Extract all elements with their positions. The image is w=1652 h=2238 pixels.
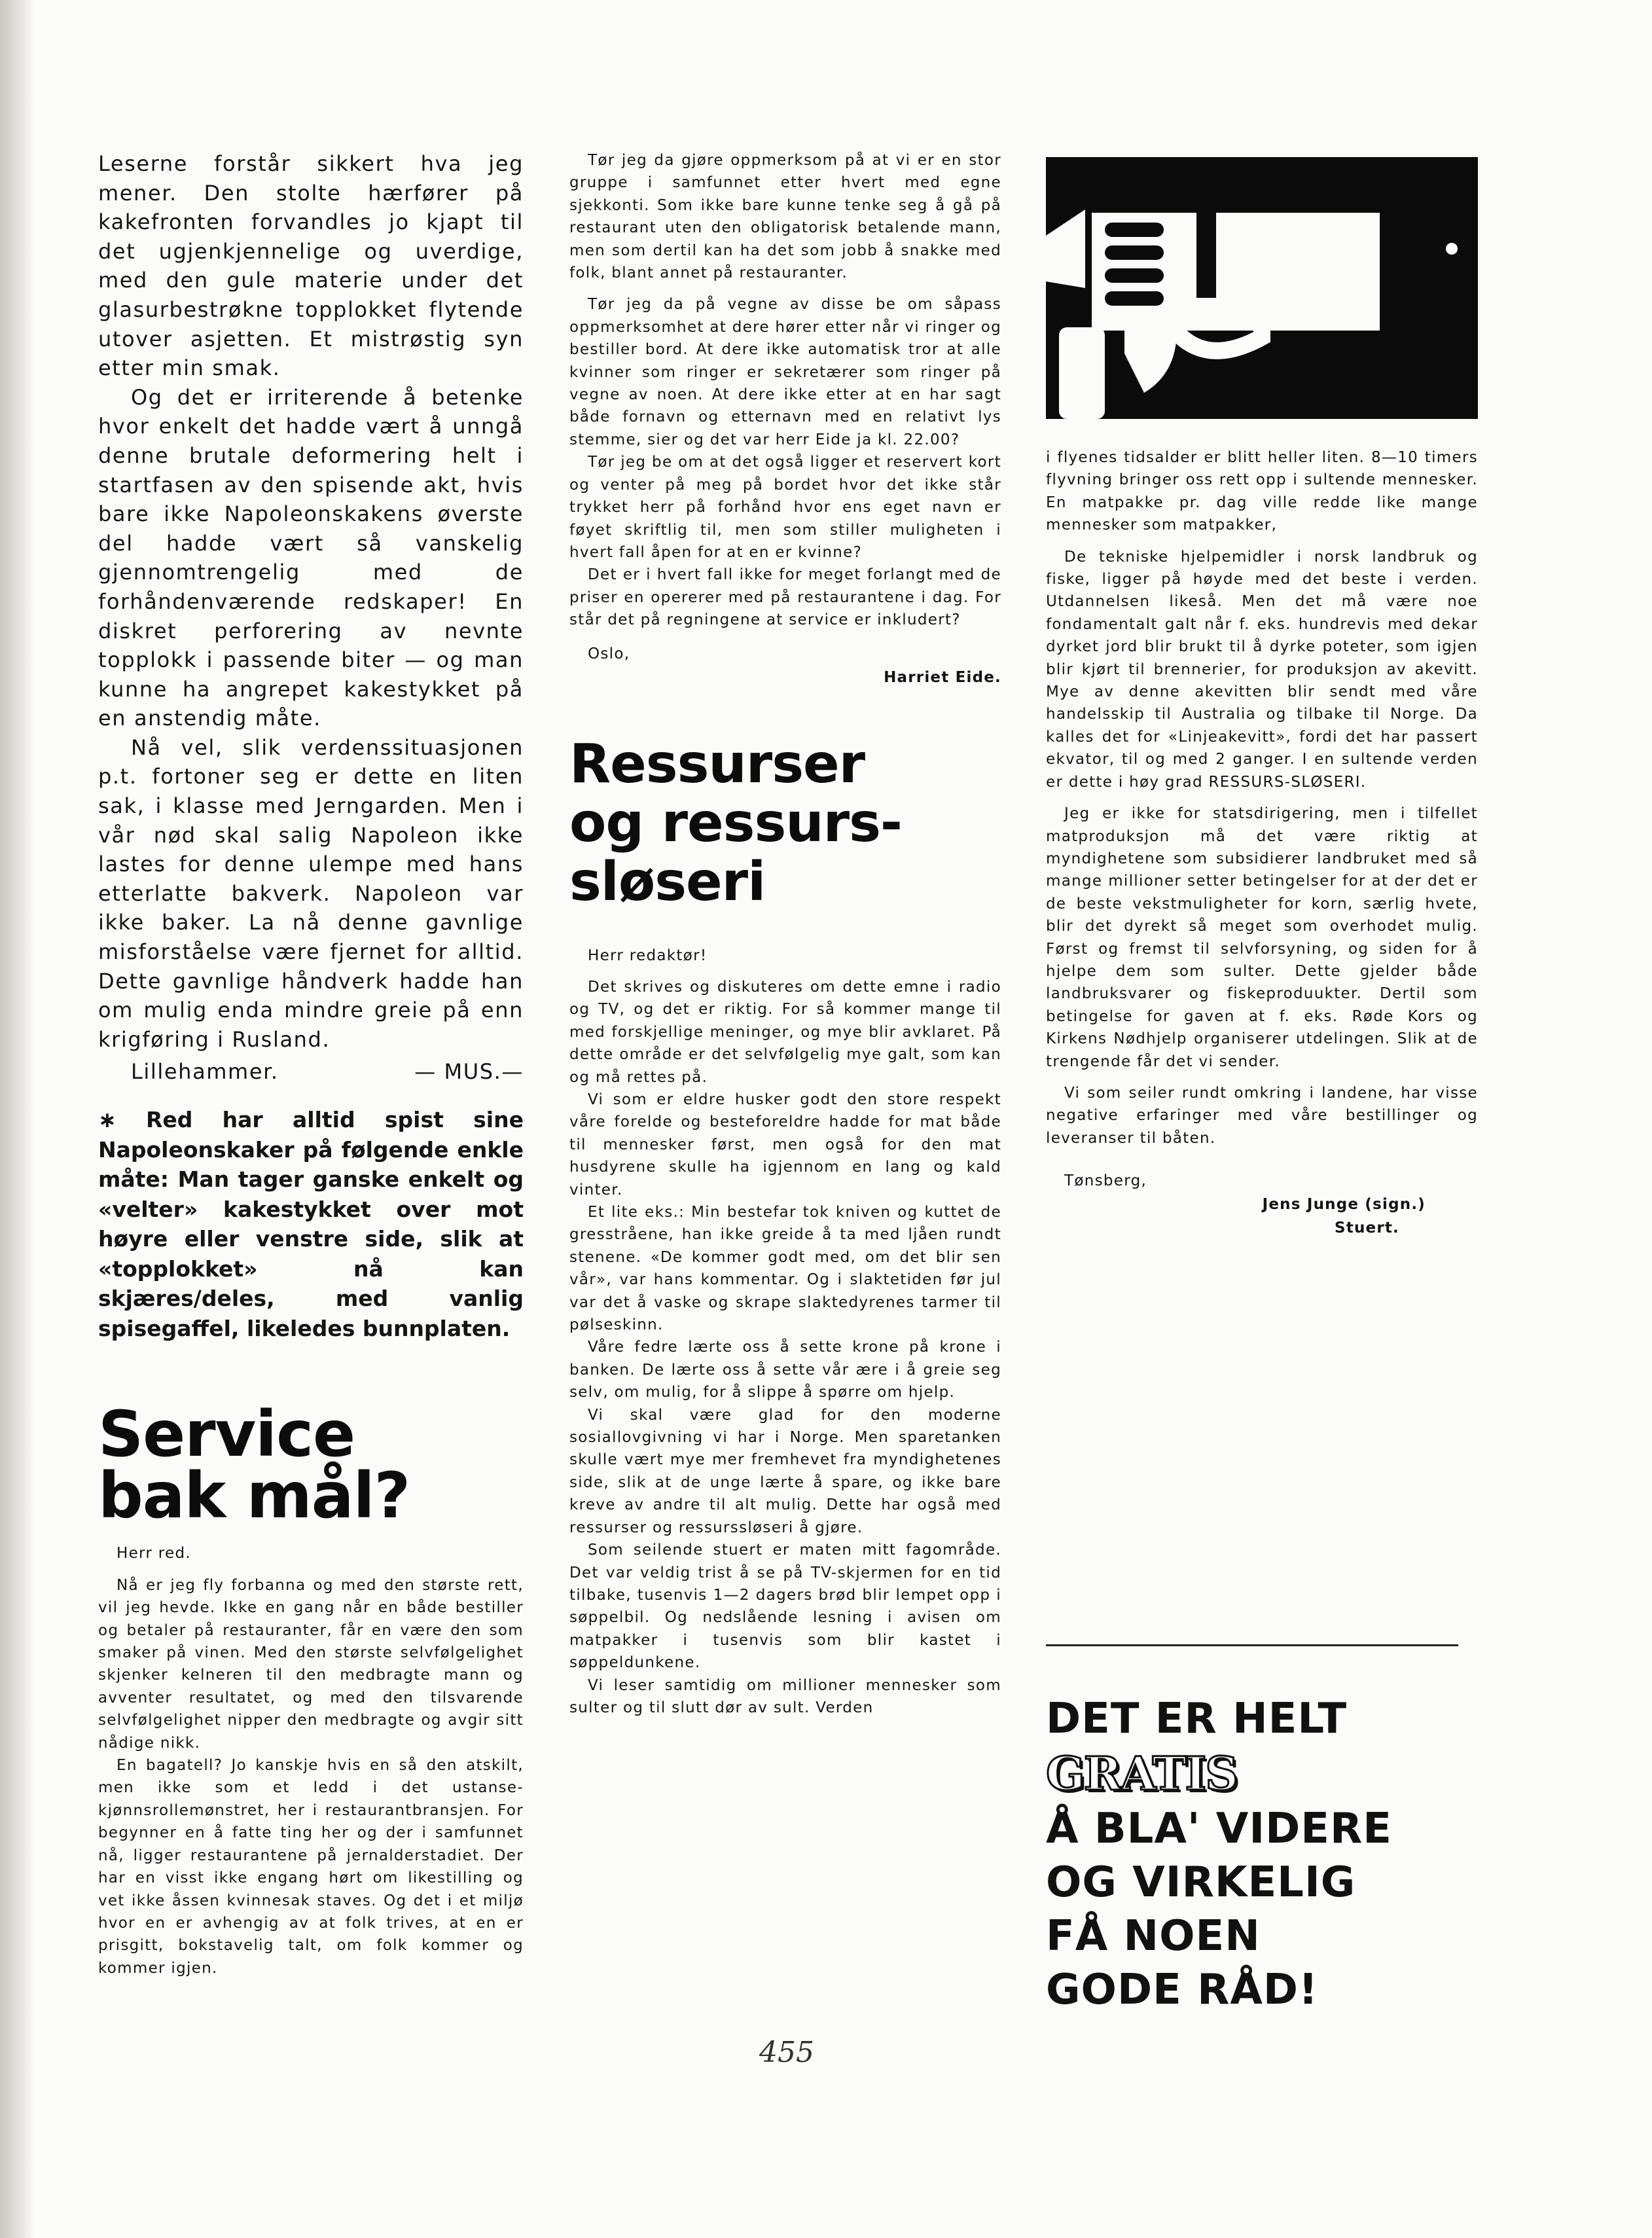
- heading-line: sløseri: [569, 850, 766, 913]
- heading-line: Service: [98, 1398, 355, 1471]
- ad-line: GODE RÅD!: [1046, 1966, 1319, 2014]
- service-heading: [98, 1398, 524, 1533]
- paragraph: En bagatell? Jo kanskje hvis en så den atskilt, men ikke som et ledd i det ustanse-kjønnsrollemønstret, her i restaurantbransjen. For begynner en å fatte ting her og der i samfunnet nå, ligger restaurantene på jernalderstadiet. Der har en visst ikke engang hørt om likestilling og vet ikke åssen kvinnesak staves. Og det i et miljø hvor en er avhengig av at folk trives, at en er prisgitt, bokstavelig talt, om folk kommer og kommer igjen.: [98, 1757, 524, 1977]
- column-3: [1046, 446, 1478, 1240]
- heading-line: Ressurser: [569, 732, 865, 795]
- paragraph: Tør jeg be om at det også ligger et reservert kort og venter på meg på bordet hvor det ikke står trykket herr på forhånd hvor ens eget navn er føyet skriftlig til, men som stiller muligheten i hvert fall åpen for at en er kvinne?: [569, 454, 1001, 561]
- letter-place: Lillehammer.: [131, 1059, 279, 1085]
- page-binding-edge: [0, 0, 34, 2238]
- paragraph: De tekniske hjelpemidler i norsk landbruk og fiske, ligger på høyde med det beste i verden. Utdannelsen likeså. Men det må være noe fondamentalt galt når f. eks. hundrevis med dekar dyrket jord blir brukt til å dyrke poteter, som igjen blir kjørt til brennerier, for produksjon av akevitt. Mye av denne akevitten blir sendt med våre handelsskip til Australia og tilbake til Norge. Da kalles det for «Linjeakevitt», fordi det har passert ekvator, til og med 2 ganger. I en sultende verden er dette i høy grad RESSURS-SLØSERI.: [1046, 548, 1478, 791]
- letter-signature-line: [98, 1056, 524, 1087]
- editor-note: ∗ Red har alltid spist sine Napoleonskaker på følgende enkle måte: Man tager ganske enkelt og «velter» kakestykket over mot høyre eller venstre side, slik at «topplokket» nå kan skjæres/deles, med vanlig spisegaffel, likeledes bunnplaten.: [98, 1107, 524, 1341]
- ad-line: FÅ NOEN: [1046, 1912, 1261, 1960]
- paragraph: Vi som er eldre husker godt den store respekt våre forelde og besteforeldre hadde for mat både til mennesker først, men også for den mat husdyrene skulle ha igjennom en lang og kald vinter.: [569, 1091, 1001, 1199]
- letter-signature: — MUS.—: [414, 1059, 524, 1085]
- napoleon-letter: [98, 149, 524, 1087]
- ressurser-heading: [569, 732, 1001, 913]
- ad-line: Å BLA' VIDERE: [1046, 1805, 1392, 1853]
- divider: [1046, 1644, 1458, 1646]
- letter-author: Harriet Eide.: [884, 668, 1001, 686]
- salutation: Herr red.: [117, 1545, 191, 1562]
- heading-line: bak mål?: [98, 1459, 410, 1533]
- paragraph: Nå vel, slik verdenssituasjonen p.t. fortoner seg er dette en liten sak, i klasse med Jerngarden. Men i vår nød skal salig Napoleon ikke lastes for denne ulempe med hans etterlatte bakverk. Napoleon var ikke baker. La nå denne gavnlige misforståelse være fjernet for alltid. Dette gavnlige håndverk hadde han om mulig enda mindre greie på enn krigføring i Rusland.: [98, 734, 524, 1052]
- ressurser-article: [569, 945, 1001, 1720]
- salutation: Herr redaktør!: [588, 947, 708, 964]
- paragraph: Og det er irriterende å betenke hvor enkelt det hadde vært å unngå denne brutale deformering helt i startfasen av den spisende akt, hvis bare ikke Napoleonskakens øverste del hadde vært så vanskelig gjennomtrengelig med de forhåndenværende redskaper! En diskret perforering av nevnte topplokk i passende biter — og man kunne ha angrepet kakestykket på en anstendig måte.: [98, 384, 524, 731]
- column-2: [569, 149, 1001, 1719]
- pistol-icon: [1046, 157, 1478, 419]
- letter-author-title: Stuert.: [1334, 1219, 1399, 1237]
- paragraph: i flyenes tidsalder er blitt heller liten. 8—10 timers flyvning bringer oss rett opp i sultende mennesker. En matpakke pr. dag ville redde like mange mennesker som matpakker,: [1046, 449, 1478, 534]
- paragraph: Det skrives og diskuteres om dette emne i radio og TV, og det er riktig. For så kommer mange til med forskjellige meninger, og mye blir avklaret. På dette område er det selvfølgelig mye galt, som kan og må rettes på.: [569, 978, 1001, 1086]
- paragraph: Det er i hvert fall ikke for meget forlangt med de priser en opererer med på restaurantene i dag. For står det på regningene at service er inkludert?: [569, 566, 1001, 629]
- paragraph: Våre fedre lærte oss å sette krone på krone i banken. De lærte oss å sette vår ære i å greie seg selv, om mulig, for å slippe å spørre om hjelp.: [569, 1339, 1001, 1401]
- pistol-illustration: [1046, 157, 1478, 419]
- column-1: [98, 149, 524, 1979]
- ad-line: DET ER HELT: [1046, 1695, 1348, 1743]
- letter-author: Jens Junge (sign.): [1262, 1196, 1426, 1214]
- paragraph: Jeg er ikke for statsdirigering, men i tilfellet matproduksjon må det være riktig at myndighetene som subsidierer landbruket med så mange millioner setter betingelser for at der det er de beste vekstmuligheter for korn, særlig hvete, blir det dyrekt så meget som overhodet mulig. Først og fremst til selvforsyning, og siden for å hjelpe dem som sulter. Dette gjelder både landbruksvarer og fiskeproduukter. Dertil som betingelse for gaven at f. eks. Røde Kors og Kirkens Nødhjelp organiserer utdelingen. Slik at de trengende får det vi sender.: [1046, 805, 1478, 1070]
- paragraph: Som seilende stuert er maten mitt fagområde. Det var veldig trist å se på TV-skjermen for en tid tilbake, tusenvis 1—2 dagers brød blir lempet opp i søppelbil. Og nedslående lesning i avisen om matpakker i tusenvis som blir kastet i søppeldunkene.: [569, 1542, 1001, 1672]
- letter-place: Oslo,: [588, 645, 630, 662]
- page-number: 455: [759, 2036, 814, 2069]
- paragraph: Nå er jeg fly forbanna og med den største rett, vil jeg hevde. Ikke en gang når en både bestiller og betaler på restauranter, får en være den som smaker på vinen. Med den største selvfølgelighet skjenker kelneren til den medbragte mann og avventer resultatet, og med den tilsvarende selvfølgelighet nipper den medbragte og avgir sitt nådige nikk.: [98, 1576, 524, 1752]
- paragraph: Vi skal være glad for den moderne sosiallovgivning vi har i Norge. Men sparetanken skulle vært mye mer fremhevet fra myndighetenes side, slik at de unge lærte å spare, og ikke bare kreve av andre til alt mulig. Dette har også med ressurser og ressurssløseri å gjøre.: [569, 1406, 1001, 1536]
- paragraph: Tør jeg da gjøre oppmerksom på at vi er en stor gruppe i samfunnet etter hvert med egne sjekkonti. Som ikke bare kunne tenke seg å gå på restaurant uten den obligatorisk betalende mann, men som dertil kan ha det som jobb å snakke med folk, blant annet på restauranter.: [569, 152, 1001, 282]
- ad-line: OG VIRKELIG: [1046, 1858, 1356, 1907]
- ressurser-article-continued: [1046, 446, 1478, 1240]
- paragraph: Tør jeg da på vegne av disse be om såpass oppmerksomhet at dere hører etter når vi ringer og bestiller bord. At dere ikke automatisk tror at alle kvinner som ringer er sekretærer som ringer på vegne av noen. At dere ikke etter at en har sagt både fornavn og etternavn med en relativt lys stemme, sier og det var herr Eide ja kl. 22.00?: [569, 296, 1001, 448]
- paragraph: Leserne forstår sikkert hva jeg mener. Den stolte hærfører på kakefronten forvandles jo kjapt til det ugjenkjennelige og uverdige, med den gule materie under det glasurbestrøkne topplokket flytende utover asjetten. Et mistrøstig syn etter min smak.: [98, 151, 524, 381]
- letter-place: Tønsberg,: [1064, 1172, 1147, 1190]
- ad-gratis-word: GRATIS: [1046, 1746, 1237, 1801]
- paragraph: Vi som seiler rundt omkring i landene, har visse negative erfaringer med våre bestillinger og leveranser til båten.: [1046, 1084, 1478, 1147]
- heading-line: og ressurs-: [569, 791, 902, 854]
- paragraph: Vi leser samtidig om millioner mennesker som sulter og til slutt dør av sult. Verden: [569, 1676, 1001, 1716]
- service-article-continued: [569, 149, 1001, 689]
- service-article: [98, 1398, 524, 1979]
- paragraph: Et lite eks.: Min bestefar tok kniven og kuttet de gresstråene, han ikke greide å ta med ljåen rundt stenene. «De kommer godt med, om det blir sen vår», var hans kommentar. Og i slaktetiden før jul var det å vaske og skrape slaktedyrenes tarmer til pølseskinn.: [569, 1204, 1001, 1334]
- gratis-advertisement: [1046, 1644, 1458, 2017]
